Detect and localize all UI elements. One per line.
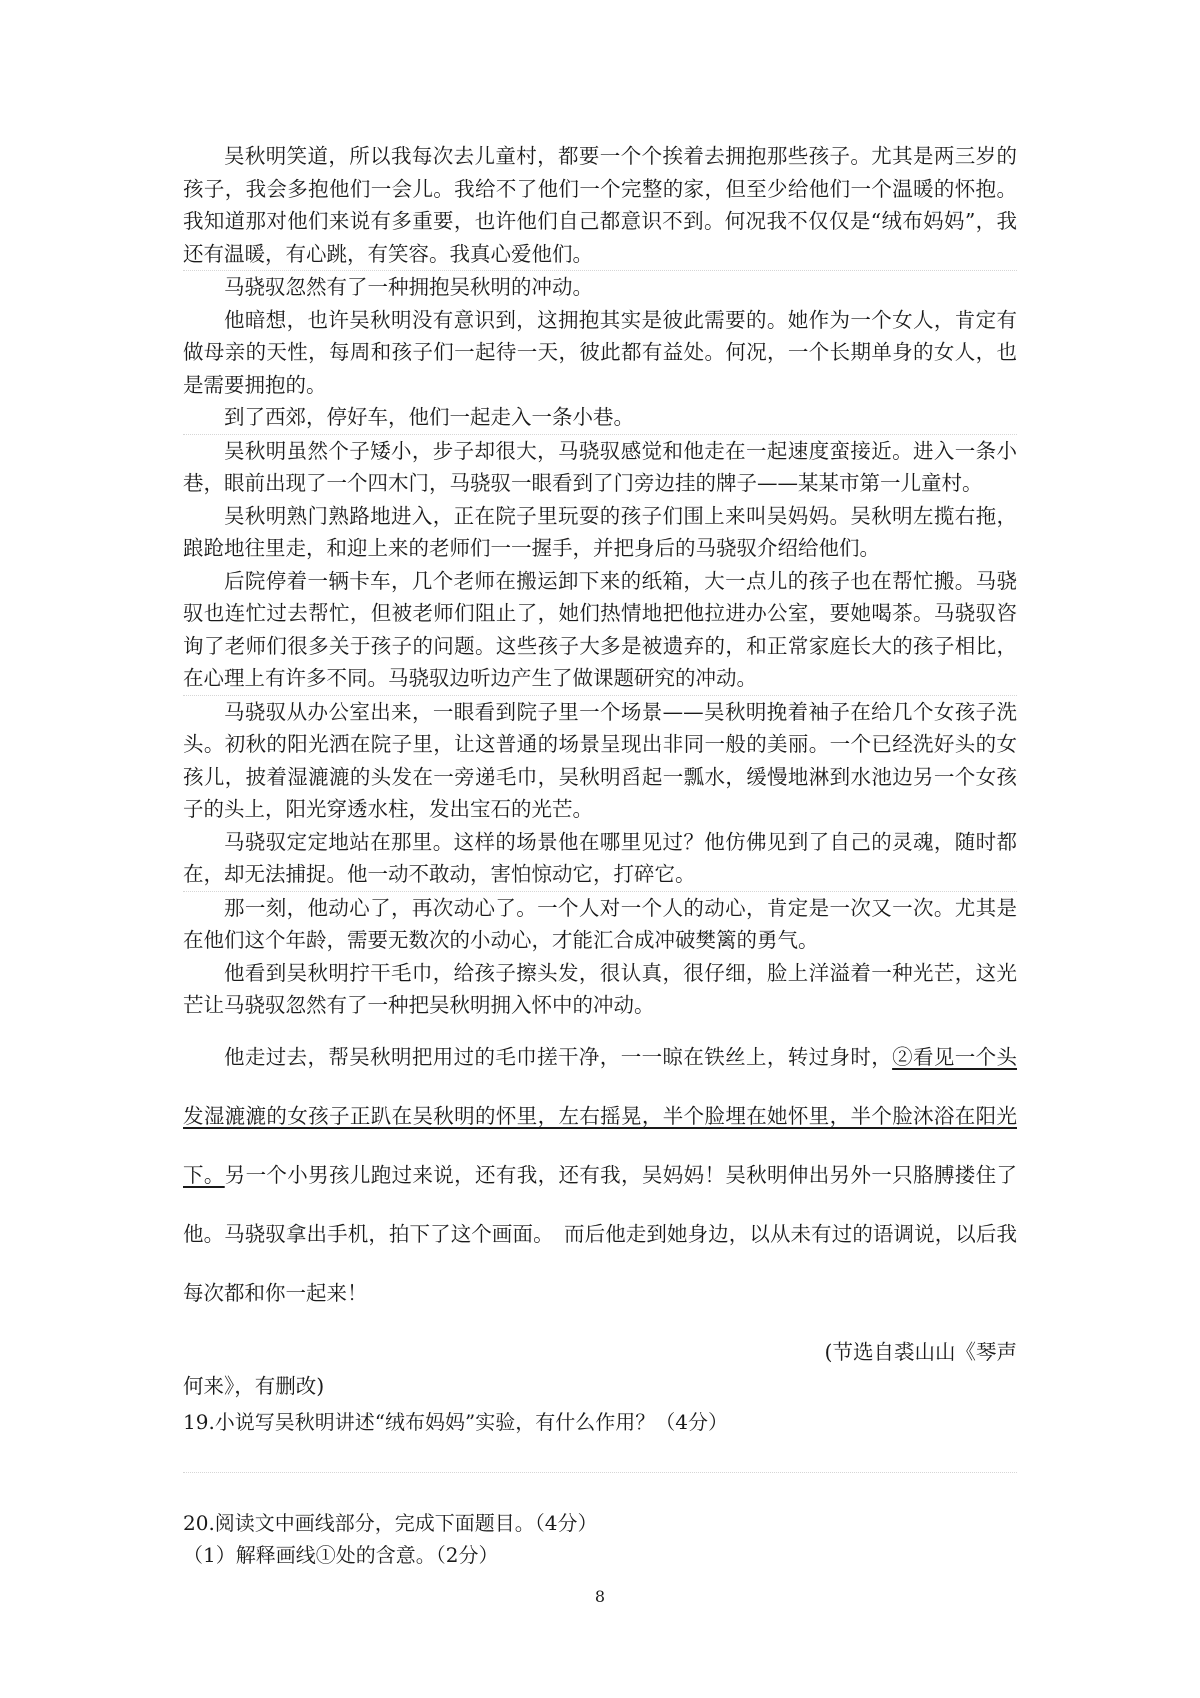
source-note-continued: 何来》，有删改) [183, 1373, 325, 1398]
final-paragraph-end: 另一个小男孩儿跑过来说，还有我，还有我，吴妈妈！吴秋明伸出另外一只胳膊搂住了他。马骁驭拿出手机，拍下了这个画面。 而后他走到她身边，以从未有过的语调说，以后我每次都和你一起来！ [183, 1162, 1017, 1305]
source-note-part-1: (节选自裘山山《琴声 [824, 1339, 1017, 1364]
paragraph-7: 后院停着一辆卡车，几个老师在搬运卸下来的纸箱，大一点儿的孩子也在帮忙搬。马骁驭也连忙过去帮忙，但被老师们阻止了，她们热情地把他拉进办公室，要她喝茶。马骁驭咨询了老师们很多关于孩子的问题。这些孩子大多是被遗弃的，和正常家庭长大的孩子相比，在心理上有许多不同。马骁驭边听边产生了做课题研究的冲动。 [183, 568, 1017, 690]
paragraph-2: 马骁驭忽然有了一种拥抱吴秋明的冲动。 [224, 275, 593, 299]
paragraph-4: 到了西郊，停好车，他们一起走入一条小巷。 [224, 405, 634, 429]
paragraph-11: 他看到吴秋明拧干毛巾，给孩子擦头发，很认真，很仔细，脸上洋溢着一种光芒，这光芒让马骁驭忽然有了一种把吴秋明拥入怀中的冲动。 [183, 960, 1017, 1017]
paragraph-5: 吴秋明虽然个子矮小，步子却很大，马骁驭感觉和他走在一起速度蛮接近。进入一条小巷，眼前出现了一个四木门，马骁驭一眼看到了门旁边挂的牌子——某某市第一儿童村。 [183, 438, 1017, 495]
paragraph-9: 马骁驭定定地站在那里。这样的场景他在哪里见过？他仿佛见到了自己的灵魂，随时都在，却无法捕捉。他一动不敢动，害怕惊动它，打碎它。 [183, 829, 1017, 886]
paragraph-6: 吴秋明熟门熟路地进入，正在院子里玩耍的孩子们围上来叫吴妈妈。吴秋明左揽右拖，踉跄地往里走，和迎上来的老师们一一握手，并把身后的马骁驭介绍给他们。 [183, 503, 1017, 560]
reading-passage [183, 140, 1017, 1571]
paragraph-3: 他暗想，也许吴秋明没有意识到，这拥抱其实是彼此需要的。她作为一个女人，肯定有做母亲的天性，每周和孩子们一起待一天，彼此都有益处。何况，一个长期单身的女人，也是需要拥抱的。 [183, 307, 1017, 397]
paragraph-10: 那一刻，他动心了，再次动心了。一个人对一个人的动心，肯定是一次又一次。尤其是在他们这个年龄，需要无数次的小动心，才能汇合成冲破樊篱的勇气。 [183, 895, 1017, 952]
final-paragraph-start: 他走过去，帮吴秋明把用过的毛巾搓干净，一一晾在铁丝上，转过身时， [224, 1044, 893, 1069]
final-paragraph [183, 1028, 1017, 1323]
paragraph-1: 吴秋明笑道，所以我每次去儿童村，都要一个个挨着去拥抱那些孩子。尤其是两三岁的孩子，我会多抱他们一会儿。我给不了他们一个完整的家，但至少给他们一个温暖的怀抱。我知道那对他们来说有多重要，也许他们自己都意识不到。何况我不仅仅是“绒布妈妈”，我还有温暖，有心跳，有笑容。我真心爱他们。 [183, 144, 1017, 266]
underlined-passage-2: ②看见一个头发湿漉漉的女孩子正趴在吴秋明的怀里，左右摇晃，半个脸埋在她怀里，半个脸沐浴在阳光下。 [183, 1044, 1018, 1187]
page-number: 8 [594, 1587, 606, 1606]
question-20: 20.阅读文中画线部分，完成下面题目。（4分） [183, 1510, 598, 1535]
question-19: 19.小说写吴秋明讲述“绒布妈妈”实验，有什么作用？（4分） [183, 1409, 728, 1434]
paragraph-8: 马骁驭从办公室出来，一眼看到院子里一个场景——吴秋明挽着袖子在给几个女孩子洗头。初秋的阳光洒在院子里，让这普通的场景呈现出非同一般的美丽。一个已经洗好头的女孩儿，披着湿漉漉的头发在一旁递毛巾，吴秋明舀起一瓢水，缓慢地淋到水池边另一个女孩子的头上，阳光穿透水柱，发出宝石的光芒。 [183, 699, 1017, 821]
question-20-1: （1）解释画线①处的含意。（2分） [183, 1542, 499, 1567]
